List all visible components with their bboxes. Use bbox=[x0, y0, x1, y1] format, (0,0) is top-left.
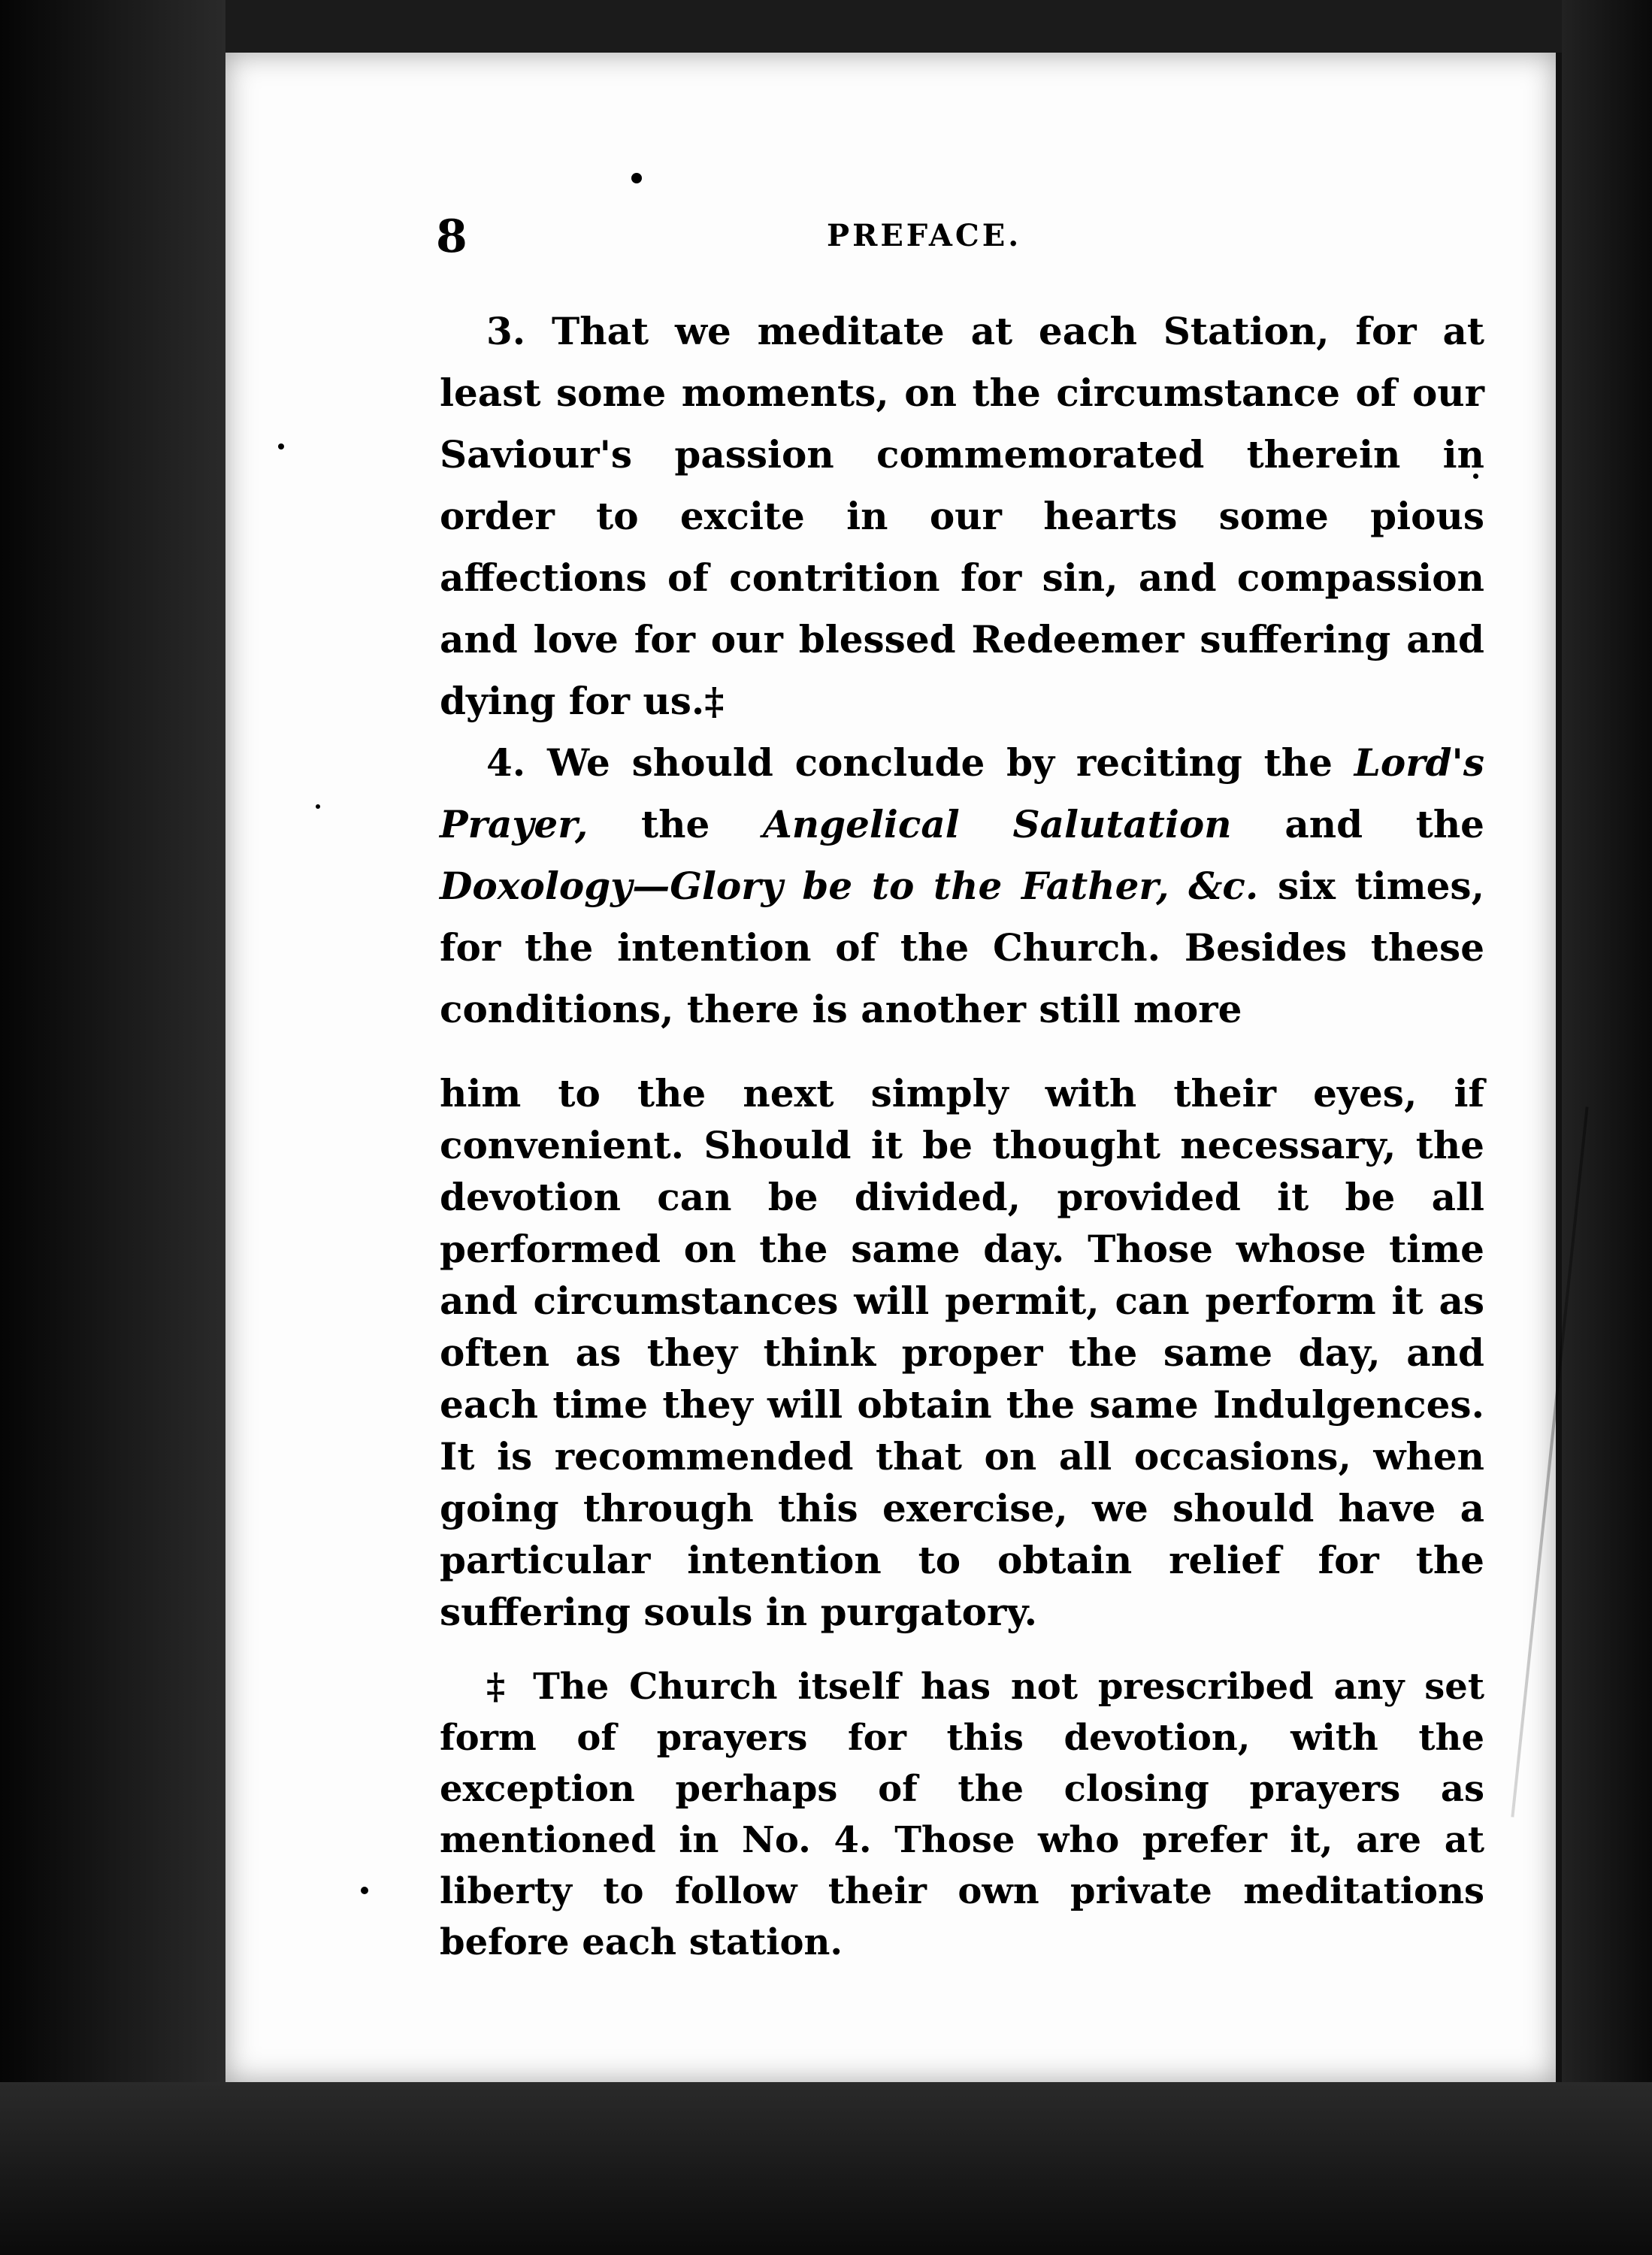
ink-speck bbox=[278, 443, 284, 449]
footnote-text: ‡ The Church itself has not prescribed any set form of prayers for this devotion, with the exception perhaps of the closing prayers as mentioned in No. 4. Those who prefer it, are at liberty to follow their own private meditations before each station. bbox=[440, 1666, 1484, 1963]
book-page bbox=[225, 53, 1556, 2082]
ink-speck bbox=[631, 173, 642, 183]
ink-speck bbox=[361, 1887, 368, 1894]
running-head: PREFACE. bbox=[827, 218, 1022, 253]
scan-bottom-edge bbox=[0, 2082, 1652, 2255]
footnote-block bbox=[440, 1661, 1484, 1968]
book-binding-left bbox=[0, 0, 225, 2255]
main-text-lower bbox=[440, 1067, 1484, 1638]
text-the: the bbox=[588, 802, 764, 846]
book-binding-right bbox=[1562, 0, 1652, 2255]
scan-top-edge bbox=[225, 0, 1578, 53]
text-and-the: and the bbox=[1231, 802, 1484, 846]
doxology-italic: Doxology—Glory be to the Father, &c. bbox=[440, 864, 1259, 908]
continued-paragraph: him to the next simply with their eyes, if convenient. Should it be thought necessary, the devotion can be divided, provided it be all performed on the same day. Those whose time and circumstances will permit, can perform it as often as they think proper the same day, and each time they will obtain the same Indulgences. It is recommended that on all occasions, when going through this exercise, we should have a particular intention to obtain relief for the suffering souls in purgatory. bbox=[440, 1071, 1484, 1634]
page-number: 8 bbox=[436, 210, 467, 263]
paragraph-4-start: 4. We should conclude by reciting the bbox=[486, 740, 1333, 785]
page-header bbox=[436, 210, 1473, 271]
angelical-salutation-italic: Angelical Salutation bbox=[763, 802, 1232, 846]
main-text-upper bbox=[440, 301, 1484, 1040]
ink-speck bbox=[316, 804, 320, 809]
paragraph-3: 3. That we meditate at each Station, for at least some moments, on the circumstance of our Saviour's passion commemorated therein in order to excite in our hearts some pious affections of contrition for sin, and compassion and love for our blessed Redeemer suffering and dying for us.‡ bbox=[440, 309, 1484, 723]
paragraph-4-end: six times, for the intention of the Church. Besides these conditions, there is another still more bbox=[440, 864, 1484, 1031]
lords-prayer-italic: Lord's Prayer, bbox=[440, 740, 1484, 846]
paragraph-4 bbox=[440, 732, 1484, 1040]
